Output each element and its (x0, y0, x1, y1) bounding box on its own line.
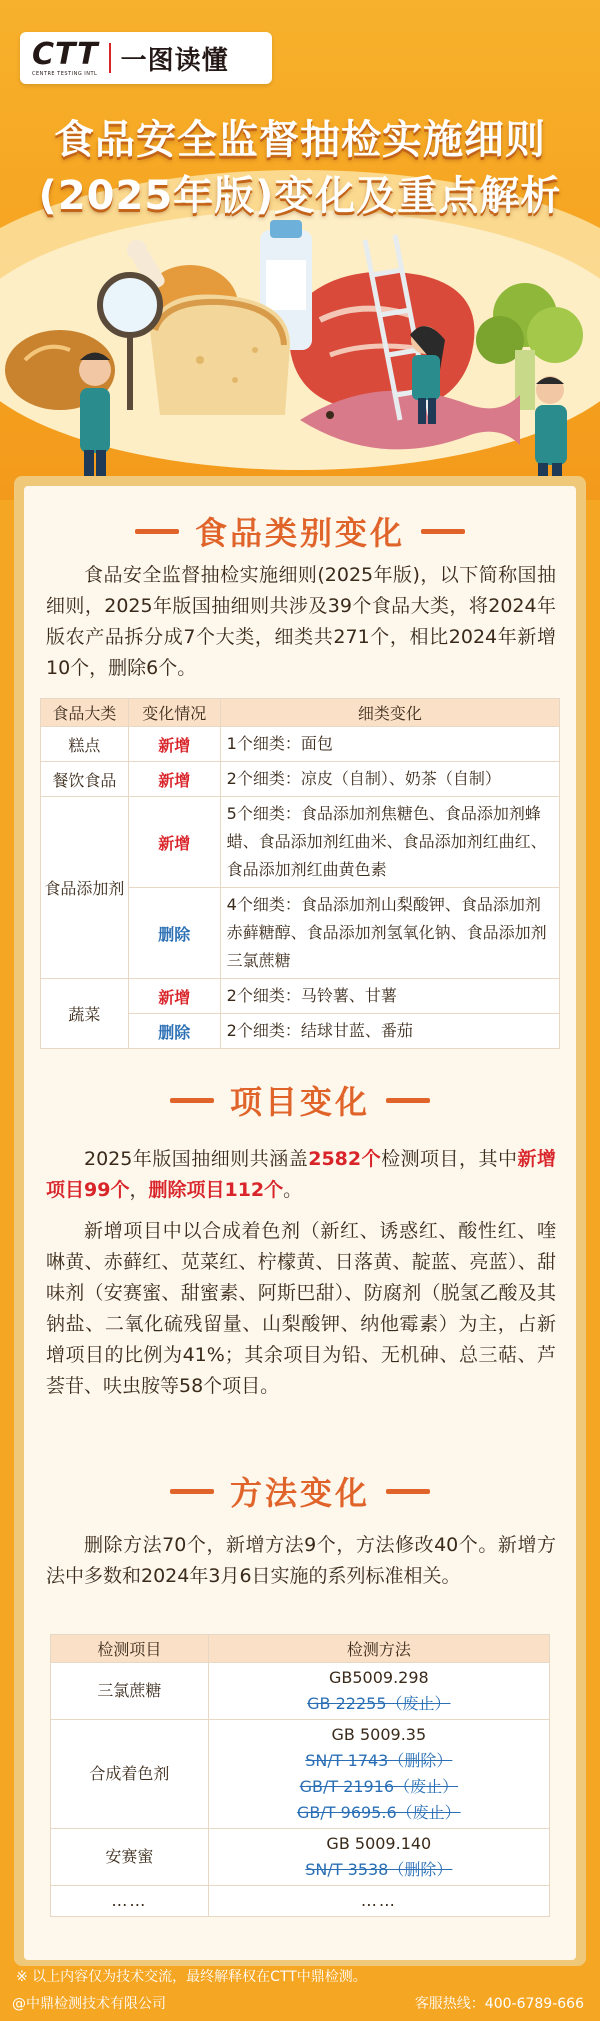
detail-cell: 2个细类：凉皮（自制）、奶茶（自制） (220, 762, 559, 797)
title-dash-right (386, 1489, 430, 1494)
detail-cell: 2个细类：马铃薯、甘薯 (220, 979, 559, 1014)
table-header: 检测项目 (51, 1635, 209, 1663)
bread-icon (150, 294, 290, 415)
inspector-figure-left (79, 353, 111, 489)
method-current: GB 5009.140 (326, 1834, 432, 1853)
logo-divider (109, 43, 111, 73)
logo-tagline: 一图读懂 (120, 45, 229, 76)
item-cell: 安赛蜜 (51, 1829, 209, 1886)
header-banner (0, 0, 600, 500)
method-cell (208, 1663, 549, 1720)
category-cell: 食品添加剂 (41, 797, 129, 979)
title-dash-left (135, 529, 179, 534)
change-cell: 删除 (128, 888, 220, 979)
page-title-line1: 食品安全监督抽检实施细则 (54, 117, 546, 163)
food-inspection-illustration (0, 220, 600, 490)
section-title-food-category: 食品类别变化 (24, 508, 576, 554)
table-row (41, 797, 560, 888)
item-cell: …… (51, 1886, 209, 1917)
items-summary: 2025年版国抽细则共涵盖2582个检测项目，其中新增项目99个，删除项目112个。 (46, 1148, 556, 1201)
item-cell: 三氯蔗糖 (51, 1663, 209, 1720)
items-detail: 新增项目中以合成着色剂（新红、诱惑红、酸性红、喹啉黄、赤藓红、苋菜红、柠檬黄、日落黄、靛蓝、亮蓝）、甜味剂（安赛蜜、甜蜜素、阿斯巴甜）、防腐剂（脱氢乙酸及其钠盐、二氧化硫残留量、山梨酸钾、纳他霉素）为主，占新增项目的比例为41%；其余项目为铅、无机砷、总三萜、芦荟苷、呋虫胺等58个项目。 (46, 1220, 556, 1397)
table-row (41, 727, 560, 762)
section-title-methods: 方法变化 (24, 1468, 576, 1514)
title-dash-left (170, 1489, 214, 1494)
change-cell: 新增 (128, 762, 220, 797)
magnifier-icon (100, 275, 160, 410)
method-cell (208, 1829, 549, 1886)
method-repealed: GB/T 9695.6（废止） (297, 1803, 461, 1822)
section-title-items: 项目变化 (24, 1077, 576, 1123)
detail-cell: 2个细类：结球甘蓝、番茄 (220, 1014, 559, 1049)
table-row (51, 1720, 550, 1829)
detail-cell: 4个细类：食品添加剂山梨酸钾、食品添加剂赤藓糖醇、食品添加剂氢氧化钠、食品添加剂三氯蔗糖 (220, 888, 559, 979)
table-header: 食品大类 (41, 699, 129, 727)
methods-table (50, 1634, 550, 1917)
change-cell: 新增 (128, 727, 220, 762)
food-category-intro: 食品安全监督抽检实施细则(2025年版)，以下简称国抽细则，2025年版国抽细则共涉及39个食品大类，将2024年版农产品拆分成7个大类，细类共271个，相比2024年新增10个，删除6个。 (46, 564, 556, 679)
category-cell: 蔬菜 (41, 979, 129, 1049)
method-current: GB5009.298 (328, 1668, 429, 1687)
meat-icon (289, 272, 475, 412)
method-repealed: GB/T 21916（废止） (299, 1777, 459, 1796)
detail-cell: 5个细类：食品添加剂焦糖色、食品添加剂蜂蜡、食品添加剂红曲米、食品添加剂红曲红、食品添加剂红曲黄色素 (220, 797, 559, 888)
table-row (51, 1829, 550, 1886)
total-items-count: 2582个 (308, 1148, 382, 1170)
page-title-line2: (2025年版)变化及重点解析 (38, 173, 562, 219)
table-header-row (41, 699, 560, 727)
method-current: GB 5009.35 (331, 1725, 427, 1744)
method-cell (208, 1720, 549, 1829)
table-row (51, 1663, 550, 1720)
table-header: 检测方法 (208, 1635, 549, 1663)
method-cell: …… (208, 1886, 549, 1917)
deleted-items-count: 删除项目112个 (148, 1179, 284, 1201)
table-header: 细类变化 (220, 699, 559, 727)
title-dash-right (386, 1098, 430, 1103)
logo-text: CTT (32, 36, 99, 72)
category-cell: 糕点 (41, 727, 129, 762)
category-cell: 餐饮食品 (41, 762, 129, 797)
change-cell: 删除 (128, 1014, 220, 1049)
item-cell: 合成着色剂 (51, 1720, 209, 1829)
method-repealed: SN/T 3538（删除） (305, 1860, 453, 1879)
ctt-logo (20, 32, 272, 84)
food-category-table (40, 698, 560, 1049)
disclaimer-note: ※ 以上内容仅为技术交流，最终解释权在CTT中鼎检测。 (16, 1969, 367, 1985)
methods-intro: 删除方法70个，新增方法9个，方法修改40个。新增方法中多数和2024年3月6日实施的系列标准相关。 (46, 1534, 556, 1587)
table-row (41, 762, 560, 797)
table-header: 变化情况 (128, 699, 220, 727)
change-cell: 新增 (128, 979, 220, 1014)
broccoli-icon (476, 283, 583, 410)
change-cell: 新增 (128, 797, 220, 888)
added-items-count: 新增项目99个 (46, 1148, 556, 1201)
method-repealed: GB 22255（废止） (307, 1694, 451, 1713)
inspector-figure-right (535, 376, 567, 490)
logo-subtext: CENTRE TESTING INTL (32, 70, 98, 77)
table-header-row (51, 1635, 550, 1663)
detail-cell: 1个细类：面包 (220, 727, 559, 762)
method-repealed: SN/T 1743（删除） (305, 1751, 453, 1770)
table-row (41, 979, 560, 1014)
title-dash-left (170, 1098, 214, 1103)
table-row (51, 1886, 550, 1917)
title-dash-right (421, 529, 465, 534)
service-hotline: 客服热线：400-6789-666 (414, 1996, 584, 2012)
company-name: @中鼎检测技术有限公司 (12, 1996, 166, 2012)
